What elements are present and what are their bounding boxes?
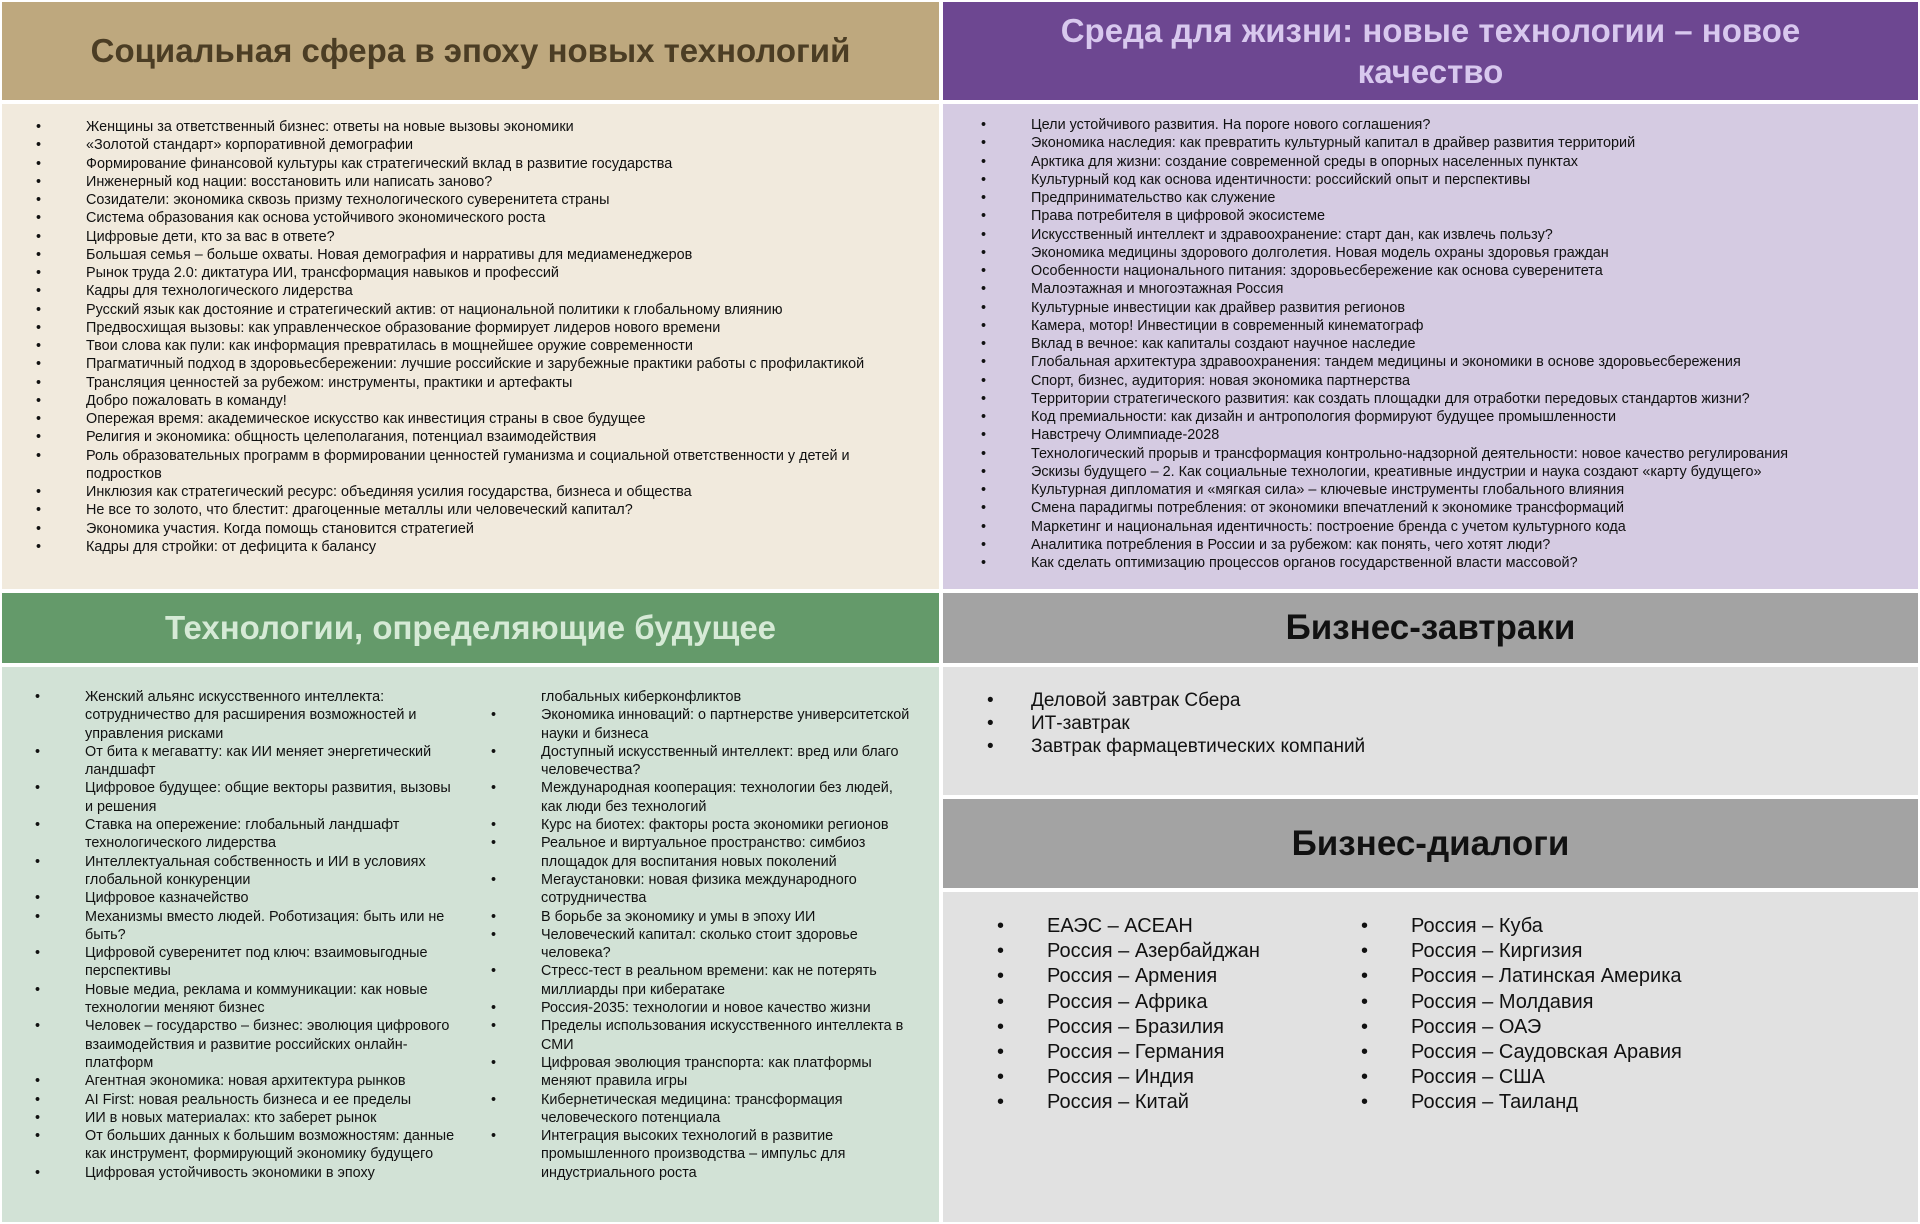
- list-item: • Доступный искусственный интеллект: вред или благо человечества?: [541, 743, 911, 780]
- list-item: • ИИ в новых материалах: кто заберет рынок: [85, 1109, 455, 1127]
- list-item: • Добро пожаловать в команду!: [86, 392, 916, 410]
- list-item: • Инженерный код нации: восстановить или написать заново?: [86, 173, 916, 191]
- list-item: • AI First: новая реальность бизнеса и ее пределы: [85, 1091, 455, 1109]
- list-item: • Особенности национального питания: здоровьесбережение как основа суверенитета: [1031, 262, 1911, 280]
- technologies-list-right: [541, 688, 911, 1182]
- environment-header: [941, 0, 1920, 102]
- list-item: • Цифровая эволюция транспорта: как платформы меняют правила игры: [541, 1054, 911, 1091]
- list-item: • Опережая время: академическое искусство как инвестиция страны в свое будущее: [86, 410, 916, 428]
- list-item: • Россия – Латинская Америка: [1411, 964, 1811, 989]
- list-item: • Экономика наследия: как превратить культурный капитал в драйвер развития территорий: [1031, 134, 1911, 152]
- list-item: • Россия – Индия: [1047, 1065, 1367, 1090]
- business-dialogues-list-left: [1047, 914, 1367, 1116]
- list-item: • ИТ-завтрак: [1031, 712, 1831, 735]
- technologies-list-left: [85, 688, 455, 1182]
- business-dialogues-panel: [941, 890, 1920, 1224]
- list-item: • Россия – Бразилия: [1047, 1015, 1367, 1040]
- list-item: • Интеллектуальная собственность и ИИ в условиях глобальной конкуренции: [85, 853, 455, 890]
- list-item: • Экономика инноваций: о партнерстве университетской науки и бизнеса: [541, 706, 911, 743]
- list-item: • Мегаустановки: новая физика международного сотрудничества: [541, 871, 911, 908]
- list-item: • Пределы использования искусственного интеллекта в СМИ: [541, 1017, 911, 1054]
- business-breakfasts-list: [1031, 689, 1831, 758]
- list-item: • Россия – Китай: [1047, 1090, 1367, 1115]
- list-item: • Россия – Армения: [1047, 964, 1367, 989]
- list-item: • Реальное и виртуальное пространство: симбиоз площадок для воспитания новых поколений: [541, 834, 911, 871]
- social-sphere-title: Социальная сфера в эпоху новых технологий: [90, 32, 851, 70]
- list-item: • Территории стратегического развития: как создать площадки для отработки передовых стандартов жизни?: [1031, 390, 1911, 408]
- list-item: • От больших данных к большим возможностям: данные как инструмент, формирующий экономику будущего: [85, 1127, 455, 1164]
- list-item: • Курс на биотех: факторы роста экономики регионов: [541, 816, 911, 834]
- list-item: • Культурная дипломатия и «мягкая сила» – ключевые инструменты глобального влияния: [1031, 481, 1911, 499]
- list-item-continuation: глобальных киберконфликтов: [541, 689, 742, 705]
- list-item: • Человеческий капитал: сколько стоит здоровье человека?: [541, 926, 911, 963]
- list-item: • От бита к мегаватту: как ИИ меняет энергетический ландшафт: [85, 743, 455, 780]
- social-sphere-list: [86, 118, 916, 556]
- environment-title: Среда для жизни: новые технологии – новое качество: [1060, 11, 1801, 90]
- list-item: • Россия – Германия: [1047, 1040, 1367, 1065]
- list-item: • Смена парадигмы потребления: от экономики впечатлений к экономике трансформаций: [1031, 499, 1911, 517]
- list-item: • Цифровое будущее: общие векторы развития, вызовы и решения: [85, 779, 455, 816]
- list-item: • Деловой завтрак Сбера: [1031, 689, 1831, 712]
- list-item: • Навстречу Олимпиаде-2028: [1031, 426, 1911, 444]
- list-item: • Культурные инвестиции как драйвер развития регионов: [1031, 299, 1911, 317]
- list-item: • Малоэтажная и многоэтажная Россия: [1031, 280, 1911, 298]
- list-item: • Формирование финансовой культуры как стратегический вклад в развитие государства: [86, 155, 916, 173]
- list-item: • Трансляция ценностей за рубежом: инструменты, практики и артефакты: [86, 374, 916, 392]
- list-item: • Россия – Киргизия: [1411, 939, 1811, 964]
- technologies-title: Технологии, определяющие будущее: [164, 609, 777, 647]
- list-item: • «Золотой стандарт» корпоративной демографии: [86, 136, 916, 154]
- list-item: • Цифровые дети, кто за вас в ответе?: [86, 228, 916, 246]
- list-item: • Стресс-тест в реальном времени: как не потерять миллиарды при кибератаке: [541, 962, 911, 999]
- list-item: • Международная кооперация: технологии без людей, как люди без технологий: [541, 779, 911, 816]
- list-item: • Агентная экономика: новая архитектура рынков: [85, 1072, 455, 1090]
- list-item: • Не все то золото, что блестит: драгоценные металлы или человеческий капитал?: [86, 501, 916, 519]
- business-dialogues-list-right: [1411, 914, 1811, 1116]
- list-item: • Россия – Таиланд: [1411, 1090, 1811, 1115]
- list-item: • Женщины за ответственный бизнес: ответы на новые вызовы экономики: [86, 118, 916, 136]
- list-item: • Религия и экономика: общность целеполагания, потенциал взаимодействия: [86, 428, 916, 446]
- list-item: • Ставка на опережение: глобальный ландшафт технологического лидерства: [85, 816, 455, 853]
- list-item: • Эскизы будущего – 2. Как социальные технологии, креативные индустрии и наука создают «карту будущего»: [1031, 463, 1911, 481]
- list-item: • Цифровая устойчивость экономики в эпоху: [85, 1164, 455, 1182]
- list-item: • Россия – США: [1411, 1065, 1811, 1090]
- list-item: • Как сделать оптимизацию процессов органов государственной власти массовой?: [1031, 554, 1911, 572]
- list-item: • Цели устойчивого развития. На пороге нового соглашения?: [1031, 116, 1911, 134]
- list-item: • Россия – Саудовская Аравия: [1411, 1040, 1811, 1065]
- social-sphere-panel: [0, 102, 941, 591]
- technologies-panel: [0, 665, 941, 1224]
- list-item: • Механизмы вместо людей. Роботизация: быть или не быть?: [85, 908, 455, 945]
- list-item: • ЕАЭС – АСЕАН: [1047, 914, 1367, 939]
- list-item: • Цифровое казначейство: [85, 889, 455, 907]
- list-item: • Вклад в вечное: как капиталы создают научное наследие: [1031, 335, 1911, 353]
- list-item: • Большая семья – больше охваты. Новая демография и нарративы для медиаменеджеров: [86, 246, 916, 264]
- list-item: • Права потребителя в цифровой экосистеме: [1031, 207, 1911, 225]
- list-item: • Рынок труда 2.0: диктатура ИИ, трансформация навыков и профессий: [86, 264, 916, 282]
- list-item: • Инклюзия как стратегический ресурс: объединяя усилия государства, бизнеса и общества: [86, 483, 916, 501]
- list-item: • Система образования как основа устойчивого экономического роста: [86, 209, 916, 227]
- list-item: • Маркетинг и национальная идентичность: построение бренда с учетом культурного кода: [1031, 518, 1911, 536]
- environment-panel: [941, 102, 1920, 591]
- list-item: • Новые медиа, реклама и коммуникации: как новые технологии меняют бизнес: [85, 981, 455, 1018]
- list-item: • Цифровой суверенитет под ключ: взаимовыгодные перспективы: [85, 944, 455, 981]
- list-item: • Женский альянс искусственного интеллекта: сотрудничество для расширения возможностей и управления рисками: [85, 688, 455, 743]
- list-item: • Экономика участия. Когда помощь становится стратегией: [86, 520, 916, 538]
- list-item: • Кадры для технологического лидерства: [86, 282, 916, 300]
- list-item: • Искусственный интеллект и здравоохранение: старт дан, как извлечь пользу?: [1031, 226, 1911, 244]
- business-dialogues-header: [941, 797, 1920, 890]
- list-item: • В борьбе за экономику и умы в эпоху ИИ: [541, 908, 911, 926]
- list-item: • Предвосхищая вызовы: как управленческое образование формирует лидеров нового времени: [86, 319, 916, 337]
- list-item: • Кадры для стройки: от дефицита к балансу: [86, 538, 916, 556]
- list-item: • Экономика медицины здорового долголетия. Новая модель охраны здоровья граждан: [1031, 244, 1911, 262]
- list-item: • Предпринимательство как служение: [1031, 189, 1911, 207]
- list-item: • Прагматичный подход в здоровьесбережении: лучшие российские и зарубежные практики работы с профилактикой: [86, 355, 916, 373]
- list-item: • Россия – ОАЭ: [1411, 1015, 1811, 1040]
- business-breakfasts-panel: [941, 665, 1920, 797]
- list-item: • Россия – Куба: [1411, 914, 1811, 939]
- list-item: • Россия – Молдавия: [1411, 990, 1811, 1015]
- list-item: • Технологический прорыв и трансформация контрольно-надзорной деятельности: новое качество регулирования: [1031, 445, 1911, 463]
- list-item: • Завтрак фармацевтических компаний: [1031, 735, 1831, 758]
- list-item: • Интеграция высоких технологий в развитие промышленного производства – импульс для индустриального роста: [541, 1127, 911, 1182]
- list-item: • Глобальная архитектура здравоохранения: тандем медицины и экономики в основе здоровьесбережения: [1031, 353, 1911, 371]
- list-item: • Камера, мотор! Инвестиции в современный кинематограф: [1031, 317, 1911, 335]
- environment-list: [1031, 116, 1911, 572]
- list-item: • Спорт, бизнес, аудитория: новая экономика партнерства: [1031, 372, 1911, 390]
- list-item: • Арктика для жизни: создание современной среды в опорных населенных пунктах: [1031, 153, 1911, 171]
- list-item: • Твои слова как пули: как информация превратилась в мощнейшее оружие современности: [86, 337, 916, 355]
- business-breakfasts-header: [941, 591, 1920, 665]
- business-dialogues-title: Бизнес-диалоги: [1291, 823, 1570, 863]
- list-item: • Роль образовательных программ в формировании ценностей гуманизма и социальной ответственности у детей и подростков: [86, 447, 916, 484]
- list-item: • Россия – Азербайджан: [1047, 939, 1367, 964]
- list-item: • Русский язык как достояние и стратегический актив: от национальной политики к глобальному влиянию: [86, 301, 916, 319]
- technologies-header: [0, 591, 941, 665]
- list-item: • Россия – Африка: [1047, 990, 1367, 1015]
- list-item: • Созидатели: экономика сквозь призму технологического суверенитета страны: [86, 191, 916, 209]
- list-item: • Человек – государство – бизнес: эволюция цифрового взаимодействия и развитие российских онлайн-платформ: [85, 1017, 455, 1072]
- list-item: • Аналитика потребления в России и за рубежом: как понять, чего хотят люди?: [1031, 536, 1911, 554]
- business-breakfasts-title: Бизнес-завтраки: [1285, 608, 1576, 648]
- list-item: • Код премиальности: как дизайн и антропология формируют будущее промышленности: [1031, 408, 1911, 426]
- list-item: • Кибернетическая медицина: трансформация человеческого потенциала: [541, 1091, 911, 1128]
- list-item: • Культурный код как основа идентичности: российский опыт и перспективы: [1031, 171, 1911, 189]
- social-sphere-header: [0, 0, 941, 102]
- list-item: • Россия-2035: технологии и новое качество жизни: [541, 999, 911, 1017]
